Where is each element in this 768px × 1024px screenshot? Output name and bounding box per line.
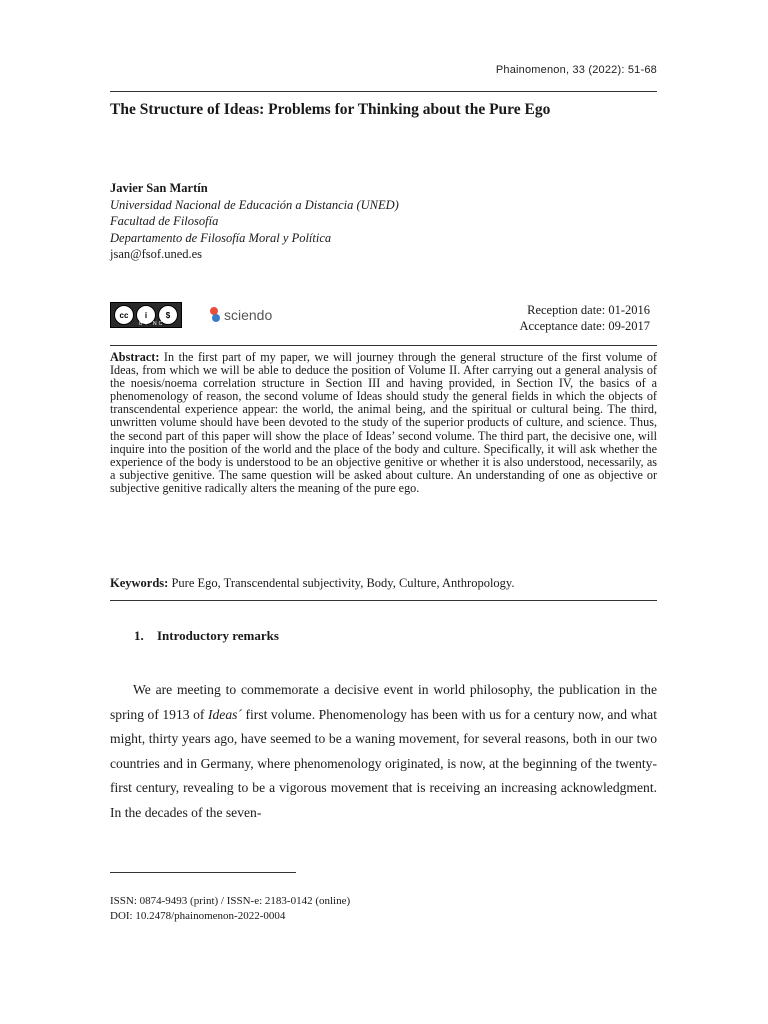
running-head: Phainomenon, 33 (2022): 51-68 — [495, 64, 657, 76]
nc-noncommercial-icon: $ — [158, 305, 178, 325]
abstract-text: In the first part of my paper, we will journey through the general structure of the first volume of Ideas, from which we will be able to deduce the position of Volume II. After carrying out a general analysis of the noesis/noema correlation structure in Section III and having provided, in Section IV, the basics of a phenomenology of reason, the second volume of Ideas should study the general fields in which the objects of transcendental experience appear: the world, the animal being, and the spiritual or cultural being. The third, unwritten volume should have been devoted to the study of the superior products of culture, and science. Thus, the second part of this paper will show the place of Ideas’ second volume. The third part, the decisive one, will inquire into the position of the world and the place of the body and culture. Specifically, it will ask whether the experience of the body is understood to be an objective genitive or whether it is also understood, necessarily, as a subjective genitive. The same question will be asked about culture. An understanding of one as objective or subjective genitive radically alters the meaning of the pure ego. — [110, 350, 657, 495]
keywords-label: Keywords: — [110, 576, 169, 590]
doi[interactable]: DOI: 10.2478/phainomenon-2022-0004 — [110, 910, 286, 922]
author-name: Javier San Martín — [110, 181, 208, 195]
license-sub-label: BY NC — [139, 321, 165, 327]
header-rule — [110, 91, 657, 92]
body-text-part-2: first volume. Phenomenology has been with us for a century now, and what might, thirty years ago, have seemed to be a waning movement, for several reasons, both in our two countries and in Germany, where phenomenology originated, is now, at the beginning of the twenty-first century, revealing to be a vigorous movement that is receiving an increasing acknowledgment. In the decades of the seven- — [110, 706, 657, 820]
affiliation-department: Departamento de Filosofía Moral y Política — [110, 230, 332, 245]
author-email[interactable]: jsan@fsof.uned.es — [110, 247, 203, 261]
submission-dates — [520, 302, 651, 334]
section-number: 1. — [134, 628, 144, 643]
affiliation-faculty: Facultad de Filosofía — [110, 214, 219, 228]
license-row — [110, 302, 657, 332]
footer-identifiers — [110, 894, 350, 924]
cc-circle-icon: cc — [114, 305, 134, 325]
affiliation-university: Universidad Nacional de Educación a Distancia (UNED) — [110, 197, 399, 212]
abstract-label: Abstract: — [110, 350, 160, 364]
cc-by-nc-icon[interactable] — [110, 302, 182, 328]
sciendo-mark-icon — [210, 307, 220, 323]
keywords-rule — [110, 600, 657, 601]
body-paragraph — [110, 678, 657, 826]
acceptance-date: Acceptance date: 09-2017 — [519, 319, 650, 333]
by-attribution-icon: i — [136, 305, 156, 325]
sciendo-wordmark: sciendo — [224, 307, 273, 323]
reception-date: Reception date: 01-2016 — [527, 303, 650, 317]
sciendo-logo[interactable] — [210, 307, 272, 323]
author-block — [110, 180, 399, 263]
section-heading — [134, 628, 279, 644]
body-text-ideas: Ideas´ — [207, 706, 242, 722]
paper-title: The Structure of Ideas: Problems for Thinking about the Pure Ego — [110, 101, 551, 118]
abstract-top-rule — [110, 345, 657, 346]
body-text-part-1: We are meeting to commemorate a decisive event in world philosophy, the publication in the spring of 1913 of — [110, 682, 657, 722]
keywords-text: Pure Ego, Transcendental subjectivity, Body, Culture, Anthropology. — [168, 576, 515, 590]
section-title: Introductory remarks — [157, 628, 279, 643]
keywords — [110, 576, 514, 591]
abstract — [110, 351, 657, 495]
issn: ISSN: 0874-9493 (print) / ISSN-e: 2183-0142 (online) — [110, 895, 351, 907]
footnote-rule — [110, 872, 296, 873]
